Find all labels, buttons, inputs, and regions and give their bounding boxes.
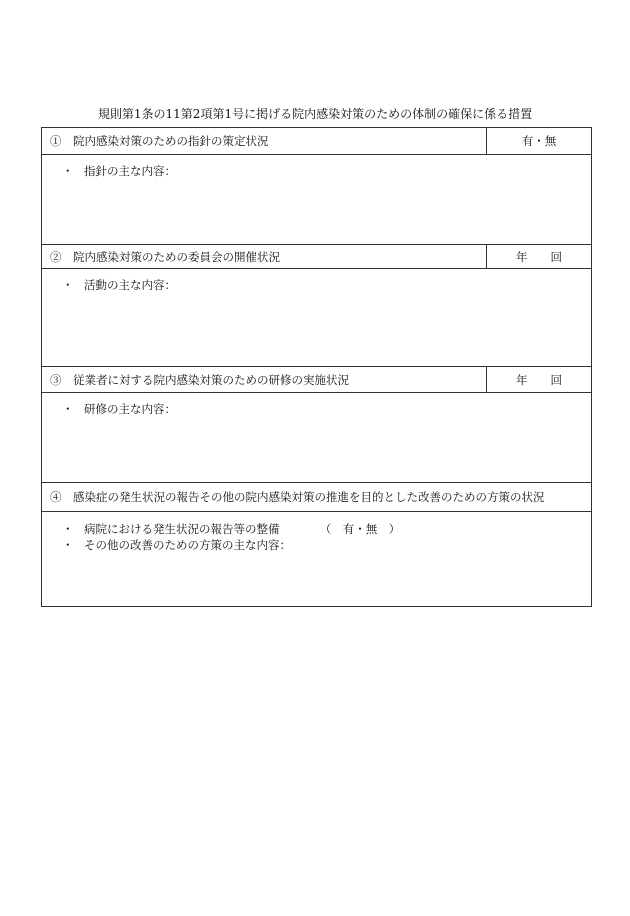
section-4-question: ④ 感染症の発生状況の報告その他の院内感染対策の推進を目的とした改善のための方策の状況 bbox=[50, 490, 545, 504]
bullet: ・ bbox=[62, 164, 74, 178]
section-4-item-1: 病院における発生状況の報告等の整備 （ 有・無 ） bbox=[84, 522, 401, 536]
section-3-answer: 年 回 bbox=[486, 367, 591, 392]
measures-table bbox=[41, 127, 592, 607]
bullet: ・ bbox=[62, 538, 74, 552]
section-3-body bbox=[42, 393, 591, 483]
section-1-body bbox=[42, 155, 591, 245]
bullet: ・ bbox=[62, 402, 74, 416]
section-2-header bbox=[42, 245, 591, 269]
section-1-answer: 有・無 bbox=[486, 128, 591, 154]
section-2-body bbox=[42, 269, 591, 367]
section-1-item: 指針の主な内容： bbox=[84, 164, 176, 178]
section-2-answer: 年 回 bbox=[486, 245, 591, 268]
section-3-question: ③ 従業者に対する院内感染対策のための研修の実施状況 bbox=[50, 372, 349, 387]
section-4-header bbox=[42, 483, 591, 512]
section-4-body bbox=[42, 512, 591, 606]
bullet: ・ bbox=[62, 278, 74, 292]
section-4-item-2: その他の改善のための方策の主な内容： bbox=[84, 538, 291, 552]
section-2-question: ② 院内感染対策のための委員会の開催状況 bbox=[50, 249, 280, 264]
section-2-item: 活動の主な内容： bbox=[84, 278, 176, 292]
section-3-item: 研修の主な内容： bbox=[84, 402, 176, 416]
section-1-question: ① 院内感染対策のための指針の策定状況 bbox=[50, 134, 269, 148]
page-title: 規則第1条の11第2項第1号に掲げる院内感染対策のための体制の確保に係る措置 bbox=[97, 107, 533, 121]
bullet: ・ bbox=[62, 522, 74, 536]
section-1-header bbox=[42, 128, 591, 155]
section-3-header bbox=[42, 367, 591, 393]
